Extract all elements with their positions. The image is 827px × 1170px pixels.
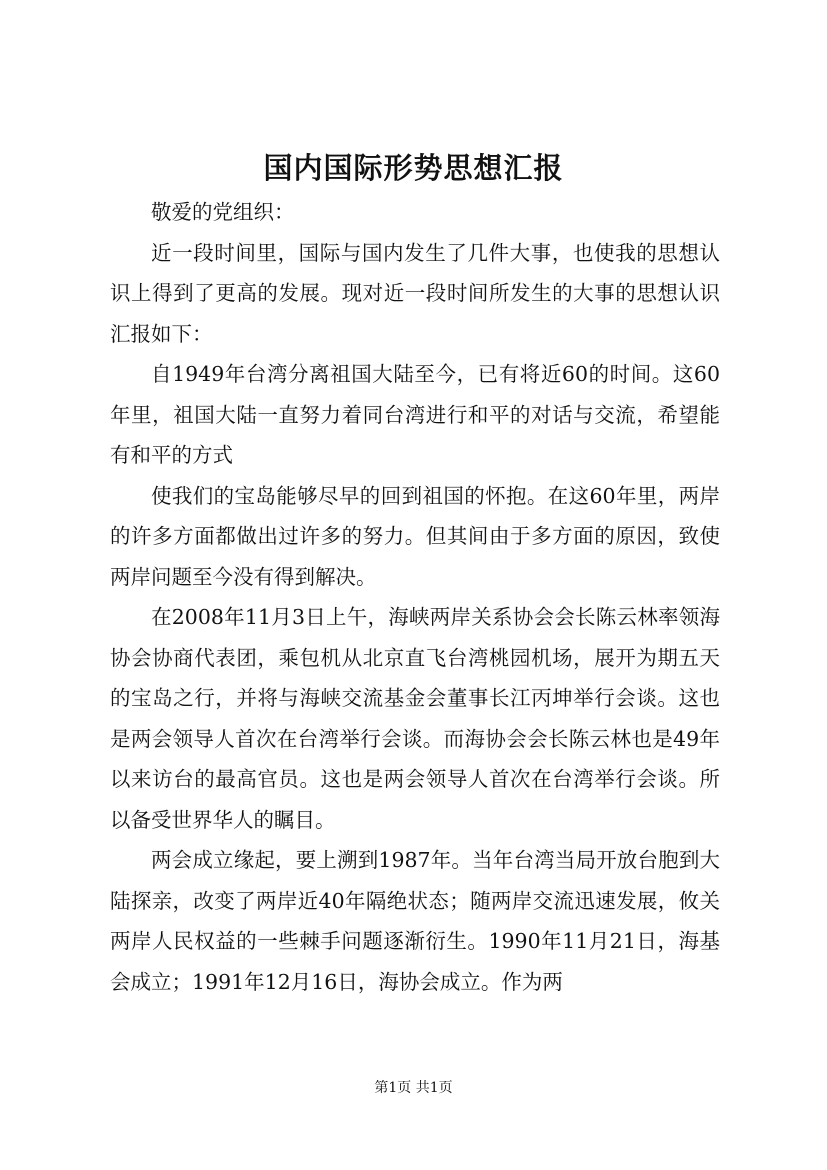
body-paragraph: 两会成立缘起，要上溯到1987年。当年台湾当局开放台胞到大陆探亲，改变了两岸近40年隔绝状态；随两岸交流迅速发展，攸关两岸人民权益的一些棘手问题逐渐衍生。1990年11月21日，海基会成立；1991年12月16日，海协会成立。作为两: [110, 848, 720, 994]
body-paragraph: 自1949年台湾分离祖国大陆至今，已有将近60的时间。这60年里，祖国大陆一直努力着同台湾进行和平的对话与交流，希望能有和平的方式: [110, 362, 720, 467]
document-title: 国内国际形势思想汇报: [263, 151, 564, 185]
body-paragraph: 在2008年11月3日上午，海峡两岸关系协会会长陈云林率领海协会协商代表团，乘包机从北京直飞台湾桃园机场，展开为期五天的宝岛之行，并将与海峡交流基金会董事长江丙坤举行会谈。这也是两会领导人首次在台湾举行会谈。而海协会会长陈云林也是49年以来访台的最高官员。这也是两会领导人首次在台湾举行会谈。所以备受世界华人的瞩目。: [110, 605, 720, 832]
page-footer: 第1页 共1页: [374, 1080, 453, 1096]
document-body: [110, 192, 720, 1002]
body-paragraph: 近一段时间里，国际与国内发生了几件大事，也使我的思想认识上得到了更高的发展。现对近一段时间所发生的大事的思想认识汇报如下：: [110, 240, 720, 346]
body-paragraph: 使我们的宝岛能够尽早的回到祖国的怀抱。在这60年里，两岸的许多方面都做出过许多的努力。但其间由于多方面的原因，致使两岸问题至今没有得到解决。: [110, 483, 720, 589]
salutation-paragraph: 敬爱的党组织：: [151, 200, 295, 224]
